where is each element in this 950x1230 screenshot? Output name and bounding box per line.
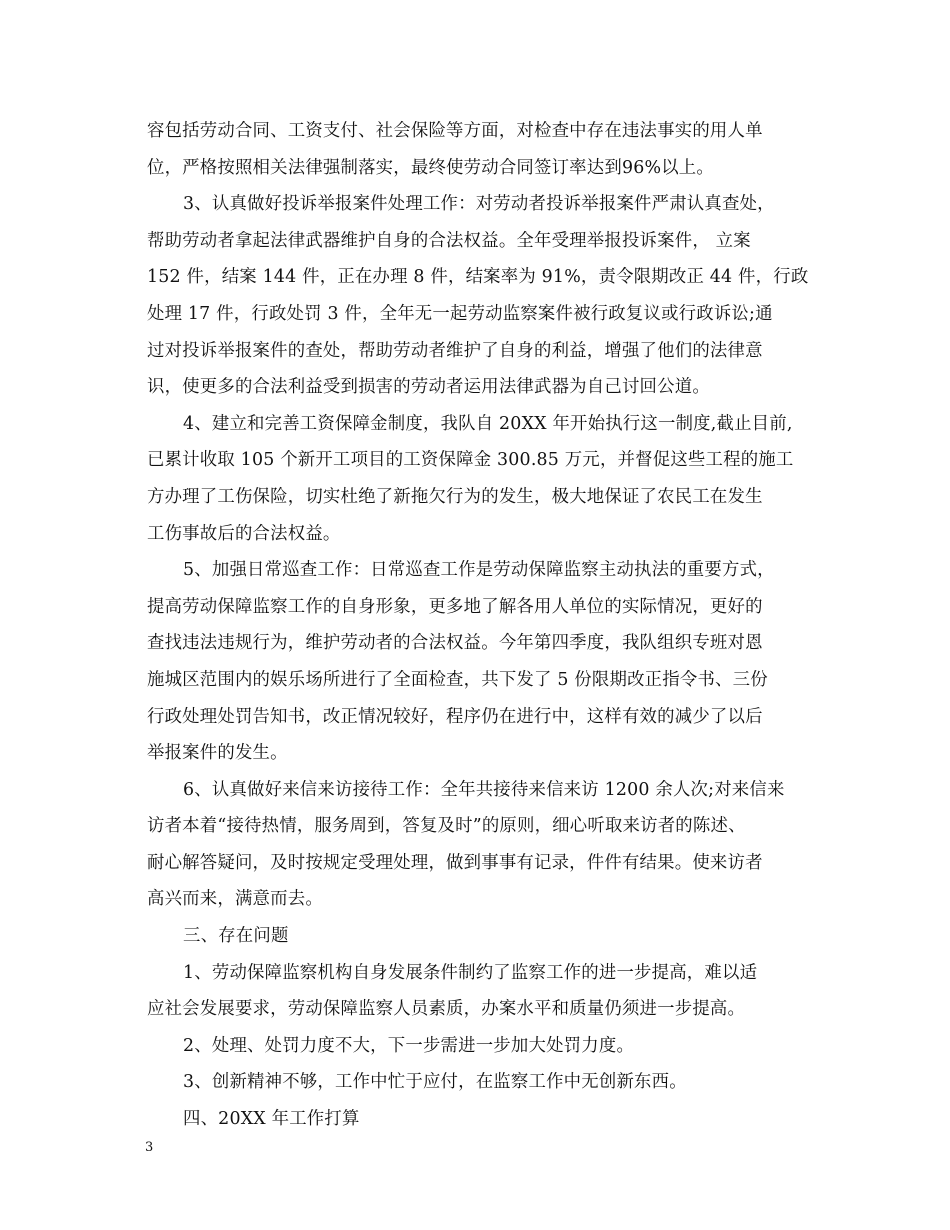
text-line: 耐心解答疑问，及时按规定受理处理，做到事事有记录，件件有结果。使来访者 bbox=[147, 852, 763, 873]
text-line: 高兴而来，满意而去。 bbox=[147, 889, 323, 910]
text-line: 施城区范围内的娱乐场所进行了全面检查，共下发了 5 份限期改正指令书、三份 bbox=[147, 669, 768, 690]
text-line: 举报案件的发生。 bbox=[147, 743, 288, 764]
text-line: 访者本着“接待热情，服务周到，答复及时”的原则，细心听取来访者的陈述、 bbox=[147, 816, 746, 837]
text-line: 提高劳动保障监察工作的自身形象，更多地了解各用人单位的实际情况，更好的 bbox=[147, 596, 763, 617]
text-line: 应社会发展要求，劳动保障监察人员素质，办案水平和质量仍须进一步提高。 bbox=[147, 999, 746, 1020]
text-line: 方办理了工伤保险，切实杜绝了新拖欠行为的发生，极大地保证了农民工在发生 bbox=[147, 486, 763, 507]
text-line: 容包括劳动合同、工资支付、社会保险等方面，对检查中存在违法事实的用人单 bbox=[147, 121, 763, 141]
text-line: 四、20XX 年工作打算 bbox=[183, 1109, 360, 1130]
text-line: 4、建立和完善工资保障金制度，我队自 20XX 年开始执行这一制度,截止目前, bbox=[183, 413, 793, 434]
text-line: 帮助劳动者拿起法律武器维护自身的合法权益。全年受理举报投诉案件， 立案 bbox=[147, 230, 751, 251]
text-line: 过对投诉举报案件的查处，帮助劳动者维护了自身的利益，增强了他们的法律意 bbox=[147, 340, 763, 361]
text-line: 2、处理、处罚力度不大，下一步需进一步加大处罚力度。 bbox=[183, 1035, 635, 1056]
text-line: 152 件，结案 144 件，正在办理 8 件，结案率为 91%，责令限期改正 44 件，行政 bbox=[147, 267, 809, 288]
text-line: 工伤事故后的合法权益。 bbox=[147, 523, 341, 544]
text-line: 1、劳动保障监察机构自身发展条件制约了监察工作的进一步提高，难以适 bbox=[183, 962, 758, 983]
text-line: 3、创新精神不够，工作中忙于应付，在监察工作中无创新东西。 bbox=[183, 1072, 687, 1093]
text-line: 5、加强日常巡查工作：日常巡查工作是劳动保障监察主动执法的重要方式， bbox=[183, 560, 775, 581]
text-line: 位，严格按照相关法律强制落实，最终使劳动合同签订率达到96%以上。 bbox=[147, 157, 714, 178]
text-line: 查找违法违规行为，维护劳动者的合法权益。今年第四季度，我队组织专班对恩 bbox=[147, 633, 763, 654]
text-line: 行政处理处罚告知书，改正情况较好，程序仍在进行中，这样有效的减少了以后 bbox=[147, 706, 763, 727]
text-line: 处理 17 件，行政处罚 3 件，全年无一起劳动监察案件被行政复议或行政诉讼;通 bbox=[147, 303, 773, 324]
text-line: 3、认真做好投诉举报案件处理工作：对劳动者投诉举报案件严肃认真查处， bbox=[183, 194, 775, 215]
page-number: 3 bbox=[145, 1140, 154, 1155]
text-line: 6、认真做好来信来访接待工作：全年共接待来信来访 1200 余人次;对来信来 bbox=[183, 779, 785, 800]
text-line: 已累计收取 105 个新开工项目的工资保障金 300.85 万元，并督促这些工程的施工 bbox=[147, 450, 794, 471]
text-line: 识，使更多的合法利益受到损害的劳动者运用法律武器为自己讨回公道。 bbox=[147, 377, 710, 398]
text-line: 三、存在问题 bbox=[183, 926, 289, 947]
document-body bbox=[147, 113, 807, 1138]
